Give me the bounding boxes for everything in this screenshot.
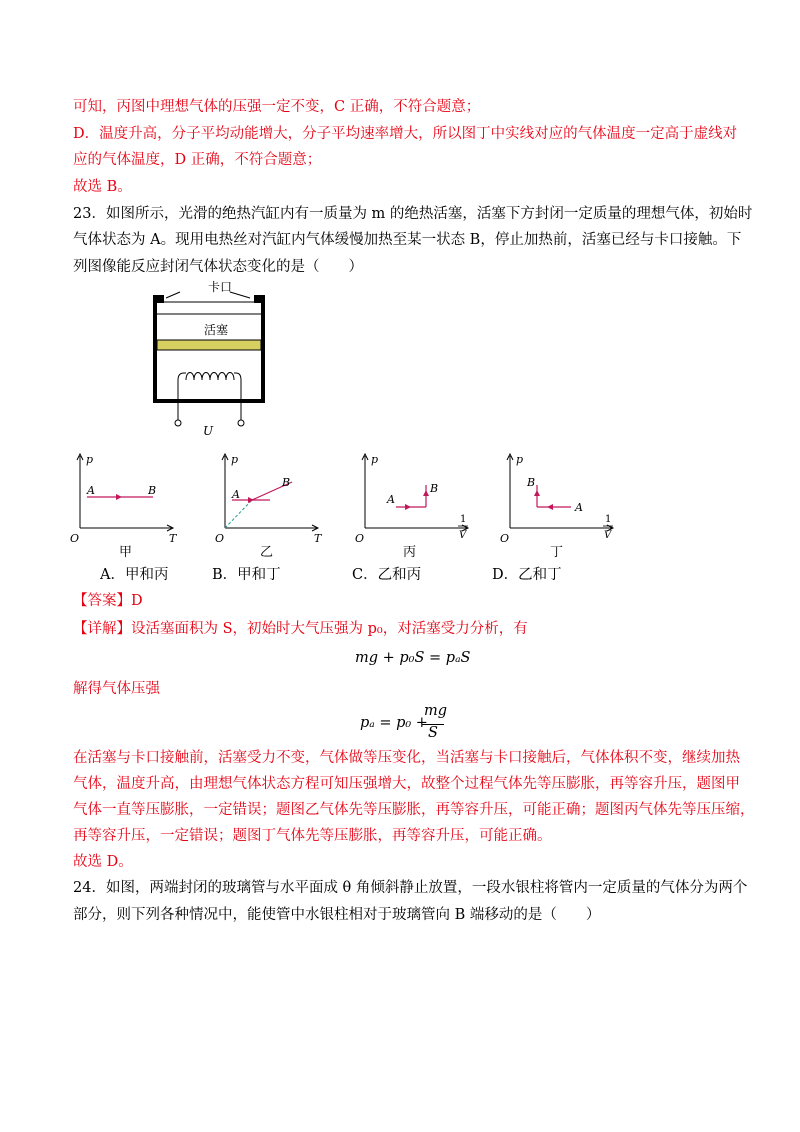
svg-text:p: p xyxy=(86,453,94,466)
conclusion: 故选 D。 xyxy=(73,854,133,870)
svg-text:p: p xyxy=(371,453,379,466)
detail-intro: 【详解】设活塞面积为 S，初始时大气压强为 p₀，对活塞受力分析，有 xyxy=(73,621,528,637)
cylinder-diagram xyxy=(140,278,280,438)
solve-text: 解得气体压强 xyxy=(73,681,160,697)
equation-1: mg + p₀S = pₐS xyxy=(355,650,471,666)
svg-text:T: T xyxy=(169,532,177,545)
svg-text:V: V xyxy=(459,530,467,541)
graph-jia-label: 甲 xyxy=(119,545,133,560)
svg-text:p: p xyxy=(516,453,524,466)
explain-line-3: 气体一直等压膨胀，一定错误；题图乙气体先等压膨胀，再等容升压，可能正确；题图丙气体先等压压缩， xyxy=(73,802,755,818)
svg-text:B: B xyxy=(527,476,536,489)
graph-bing xyxy=(350,450,480,555)
svg-text:p: p xyxy=(231,453,239,466)
option-c[interactable]: C．乙和丙 xyxy=(352,567,422,583)
svg-text:A: A xyxy=(232,488,240,501)
svg-text:V: V xyxy=(604,530,612,541)
option-a[interactable]: A．甲和丙 xyxy=(100,567,169,583)
explain-line-2: 气体，温度升高，由理想气体状态方程可知压强增大，故整个过程气体先等压膨胀，再等容升压，题图甲 xyxy=(73,776,740,792)
svg-text:A: A xyxy=(87,484,95,497)
piston-label: 活塞 xyxy=(204,323,229,337)
svg-text:1: 1 xyxy=(605,514,612,525)
heating-coil xyxy=(186,373,234,381)
svg-text:A: A xyxy=(387,493,395,506)
svg-text:A: A xyxy=(575,501,583,514)
prev-answer-line-1: 可知，丙图中理想气体的压强一定不变，C 正确，不符合题意； xyxy=(73,99,481,115)
svg-text:B: B xyxy=(282,476,291,489)
kakou-label: 卡口 xyxy=(208,280,233,294)
prev-answer-line-2: D．温度升高，分子平均动能增大，分子平均速率增大，所以图丁中实线对应的气体温度一定高于虚线对 xyxy=(73,126,738,142)
explain-line-4: 再等容升压，一定错误；题图丁气体先等压膨胀，再等容升压，可能正确。 xyxy=(73,828,552,844)
svg-text:O: O xyxy=(215,532,225,545)
voltage-label: U xyxy=(203,424,214,438)
graph-yi-label: 乙 xyxy=(260,545,274,560)
explain-line-1: 在活塞与卡口接触前，活塞受力不变，气体做等压变化，当活塞与卡口接触后，气体体积不变，继续加热 xyxy=(73,750,740,766)
answer-line: 【答案】D xyxy=(73,593,143,609)
piston xyxy=(157,340,261,350)
option-b[interactable]: B．甲和丁 xyxy=(212,567,281,583)
prev-conclusion: 故选 B。 xyxy=(73,179,132,195)
yi-dashed-line xyxy=(225,500,252,528)
svg-text:B: B xyxy=(430,482,439,495)
q23-line-3: 列图像能反应封闭气体状态变化的是（ ） xyxy=(73,259,363,275)
graph-yi xyxy=(210,450,330,555)
prev-answer-line-3: 应的气体温度，D 正确，不符合题意； xyxy=(73,152,322,168)
terminal-left xyxy=(175,420,181,426)
option-d[interactable]: D．乙和丁 xyxy=(492,567,562,583)
graph-ding-label: 丁 xyxy=(550,545,564,560)
svg-text:1: 1 xyxy=(460,514,467,525)
graph-ding xyxy=(495,450,625,555)
svg-text:O: O xyxy=(500,532,510,545)
graph-bing-label: 丙 xyxy=(403,545,417,560)
svg-text:O: O xyxy=(355,532,365,545)
q23-line-1: 23．如图所示，光滑的绝热汽缸内有一质量为 m 的绝热活塞，活塞下方封闭一定质量的理想气体，初始时 xyxy=(73,206,753,222)
graph-jia xyxy=(65,450,185,555)
q24-line-1: 24．如图，两端封闭的玻璃管与水平面成 θ 角倾斜静止放置，一段水银柱将管内一定质量的气体分为两个 xyxy=(73,880,748,896)
svg-text:B: B xyxy=(148,484,157,497)
q23-line-2: 气体状态为 A。现用电热丝对汽缸内气体缓慢加热至某一状态 B，停止加热前，活塞已经与卡口接触。下 xyxy=(73,232,742,248)
q24-line-2: 部分，则下列各种情况中，能使管中水银柱相对于玻璃管向 B 端移动的是（ ） xyxy=(73,907,601,923)
svg-text:O: O xyxy=(70,532,80,545)
terminal-right xyxy=(238,420,244,426)
svg-text:T: T xyxy=(314,532,322,545)
